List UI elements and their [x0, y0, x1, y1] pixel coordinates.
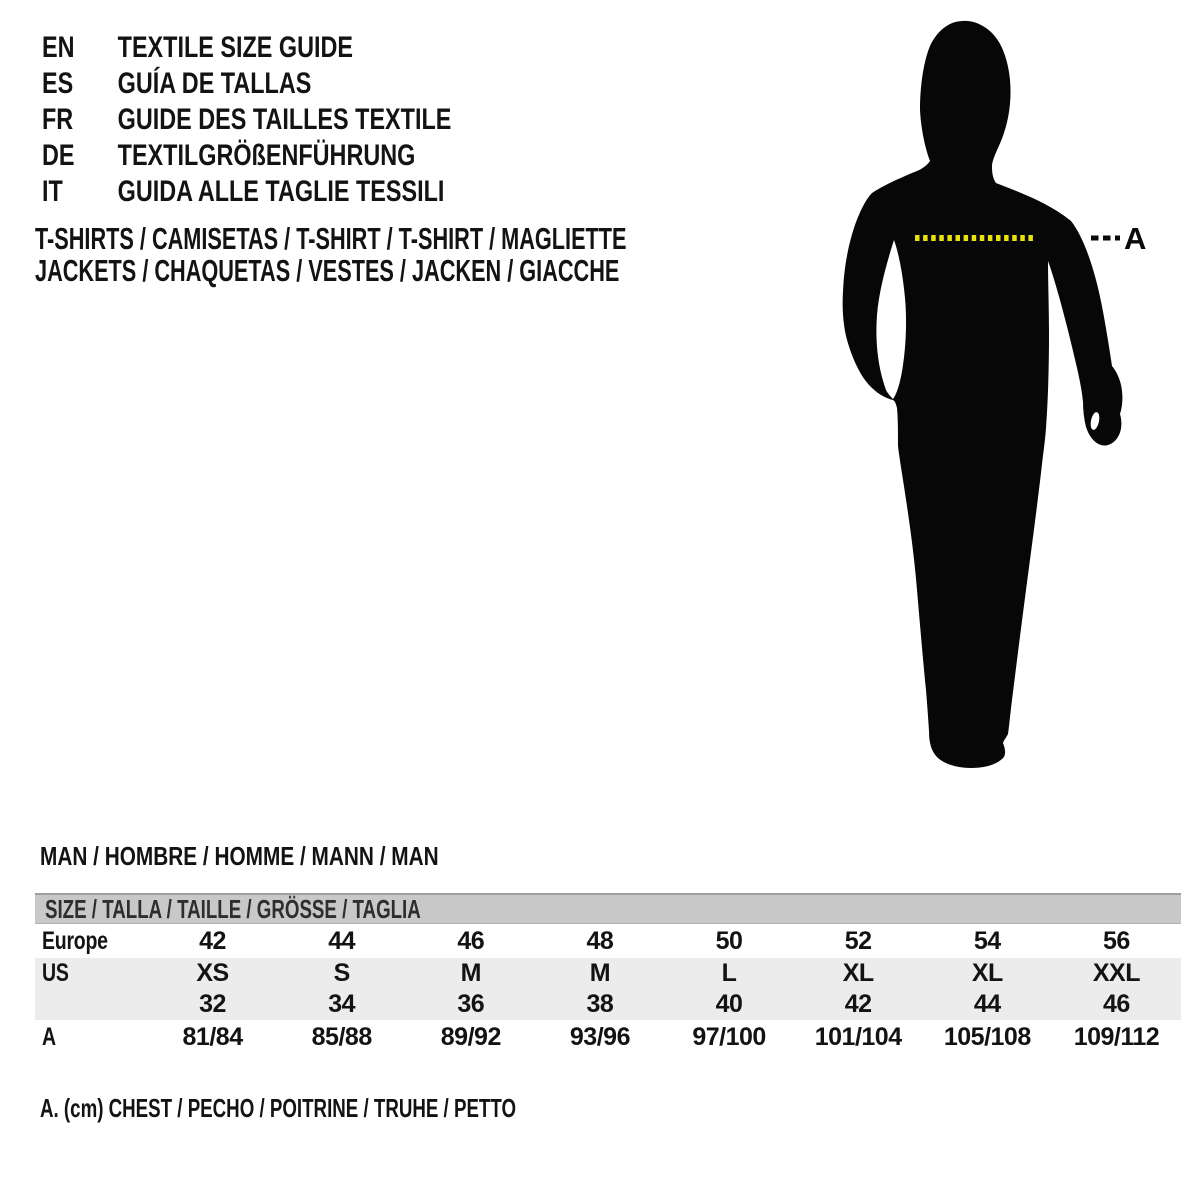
- size-table-header-label: SIZE / TALLA / TAILLE / GRÖSSE / TAGLIA: [45, 894, 421, 924]
- measurement-footnote: A. (cm) CHEST / PECHO / POITRINE / TRUHE / PETTO: [40, 1093, 517, 1123]
- table-cell: 81/84: [182, 1022, 243, 1051]
- table-cell: XL: [842, 959, 874, 987]
- guide-title-it: GUIDA ALLE TAGLIE TESSILI: [117, 175, 445, 208]
- table-cell: 40: [715, 990, 743, 1018]
- table-cell: 89/92: [440, 1022, 501, 1051]
- language-code: IT: [42, 175, 63, 208]
- language-code: EN: [42, 31, 75, 64]
- size-table: [35, 893, 1181, 1054]
- list-item: [42, 174, 451, 210]
- table-cell: 56: [1103, 926, 1130, 955]
- table-cell: 50: [715, 926, 743, 955]
- row-label: [35, 927, 148, 956]
- category-line-tshirts: T-SHIRTS / CAMISETAS / T-SHIRT / T-SHIRT / MAGLIETTE: [35, 221, 627, 256]
- table-cell: XL: [971, 959, 1003, 987]
- table-cell: XS: [196, 959, 229, 987]
- table-row-numeric: [35, 989, 1181, 1020]
- size-table-header-bar: [35, 893, 1181, 924]
- measure-point-label: A: [1124, 221, 1147, 256]
- table-cell: 52: [844, 926, 872, 955]
- table-cell: XXL: [1092, 959, 1140, 987]
- table-cell: 97/100: [692, 1022, 766, 1051]
- category-line-jackets: JACKETS / CHAQUETAS / VESTES / JACKEN / GIACCHE: [35, 253, 620, 288]
- table-cell: 85/88: [311, 1022, 372, 1051]
- guide-title-de: TEXTILGRÖßENFÜHRUNG: [117, 139, 416, 172]
- table-cell: M: [589, 959, 611, 987]
- table-row-europe: [35, 924, 1181, 958]
- table-row-us: [35, 958, 1181, 989]
- table-cell: 46: [1103, 990, 1130, 1018]
- table-cell: 42: [844, 990, 872, 1018]
- category-lines: [35, 223, 627, 287]
- table-cell: 46: [457, 926, 485, 955]
- list-item: [42, 138, 451, 174]
- list-item: [42, 102, 451, 138]
- list-item: [42, 30, 451, 66]
- table-cell: 34: [328, 990, 356, 1018]
- row-label-text: A: [42, 1022, 56, 1051]
- table-cell: 32: [199, 990, 226, 1018]
- guide-title-en: TEXTILE SIZE GUIDE: [117, 31, 353, 64]
- table-cell: 101/104: [814, 1022, 902, 1051]
- table-cell: 44: [328, 926, 356, 955]
- table-cell: S: [333, 959, 350, 987]
- table-cell: M: [460, 959, 481, 987]
- table-cell: 48: [586, 926, 614, 955]
- table-cell: 93/96: [569, 1022, 630, 1051]
- guide-title-fr: GUIDE DES TAILLES TEXTILE: [117, 103, 452, 136]
- list-item: [42, 66, 451, 102]
- man-silhouette: [843, 21, 1123, 768]
- language-code: DE: [42, 139, 75, 172]
- table-cell: L: [721, 959, 737, 987]
- language-code: FR: [42, 103, 74, 136]
- table-row-chest: [35, 1020, 1181, 1054]
- table-cell: 105/108: [943, 1022, 1031, 1051]
- guide-title-es: GUÍA DE TALLAS: [117, 67, 312, 100]
- section-title-man: MAN / HOMBRE / HOMME / MANN / MAN: [40, 841, 439, 871]
- table-cell: 42: [199, 926, 226, 955]
- row-label: [35, 959, 148, 988]
- language-guide-list: [42, 30, 451, 210]
- row-label-text: US: [42, 959, 69, 987]
- row-label-text: Europe: [42, 926, 108, 955]
- measurement-figure: [820, 0, 1200, 780]
- row-label: [35, 990, 148, 1019]
- language-code: ES: [42, 67, 74, 100]
- table-cell: 54: [973, 926, 1001, 955]
- table-cell: 36: [457, 990, 485, 1018]
- table-cell: 109/112: [1073, 1022, 1160, 1051]
- table-cell: 38: [586, 990, 614, 1018]
- row-label: [35, 1023, 148, 1052]
- table-cell: 44: [973, 990, 1001, 1018]
